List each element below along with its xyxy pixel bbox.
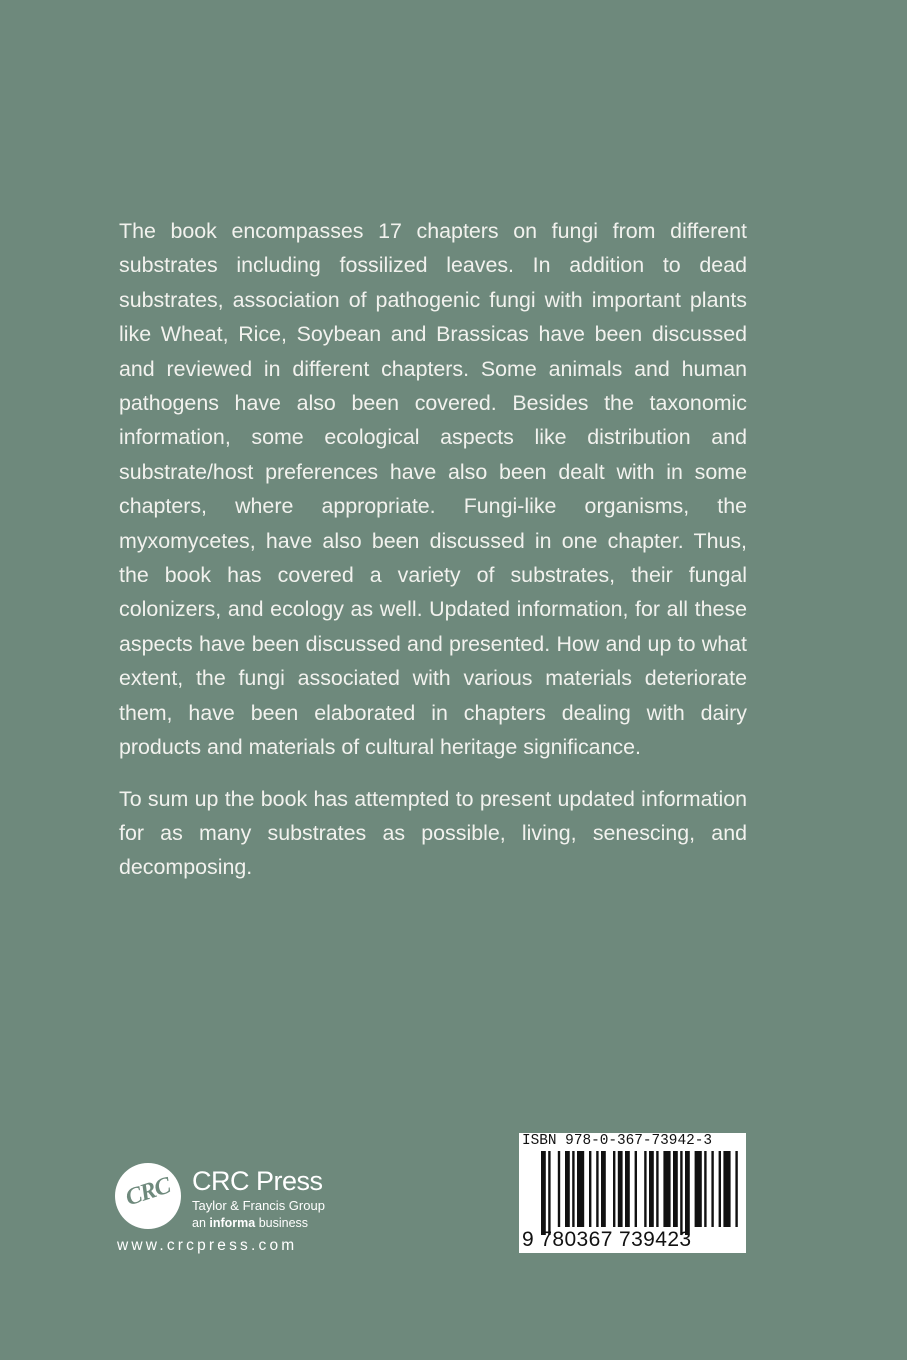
barcode-bar [663,1151,670,1227]
barcode-bar [589,1151,591,1227]
barcode-bar [613,1151,615,1227]
barcode-bar [565,1151,570,1227]
crc-logo-icon [115,1163,181,1229]
crc-logo-text: CRC [122,1172,174,1212]
publisher-tagline [192,1216,308,1230]
publisher-url: www.crcpress.com [117,1237,298,1254]
barcode-bar [685,1151,690,1235]
publisher-group: Taylor & Francis Group [192,1198,325,1213]
barcode-bar [680,1151,682,1235]
barcode-bar [635,1151,637,1227]
barcode-bar [541,1151,546,1235]
barcode-bar [596,1151,598,1227]
barcode-bar [704,1151,706,1227]
publisher-name: CRC Press [192,1166,323,1196]
barcode-bar [673,1151,678,1227]
barcode-bar [625,1151,630,1227]
barcode-bar [601,1151,606,1227]
tagline-suffix: business [255,1216,309,1230]
tagline-prefix: an [192,1216,210,1230]
barcode-bar [649,1151,654,1227]
barcode-bar [711,1151,713,1227]
isbn-barcode [519,1133,746,1253]
tagline-brand: informa [209,1216,256,1230]
barcode-bar [572,1151,574,1227]
barcode-bar [577,1151,584,1227]
isbn-label: ISBN 978-0-367-73942-3 [522,1133,712,1149]
barcode-bar [719,1151,721,1227]
barcode-bar [735,1151,737,1227]
barcode-bar [723,1151,730,1227]
barcode-bar [656,1151,658,1227]
barcode-bar [618,1151,623,1227]
publisher-block [113,1163,373,1263]
ean-digits: 9 780367 739423 [522,1228,692,1251]
barcode-bar [695,1151,702,1227]
barcode-bar [644,1151,646,1227]
blurb-paragraph-1: The book encompasses 17 chapters on fungi from different substrates including fossilized leaves. In addition to dead substrates, association of pathogenic fungi with important plants like Wheat, Rice, Soybean and Brassicas have been discussed and reviewed in different chapters. Some animals and human pathogens have also been covered. Besides the taxonomic information, some ecological aspects like distribution and substrate/host preferences have also been dealt with in some chapters, where appropriate. Fungi-like organisms, the myxomycetes, have also been discussed in one chapter. Thus, the book has covered a variety of substrates, their fungal colonizers, and ecology as well. Updated information, for all these aspects have been discussed and presented. How and up to what extent, the fungi associated with various materials deteriorate them, have been elaborated in chapters dealing with dairy products and materials of cultural heritage significance. [119,219,747,760]
barcode-bar [548,1151,550,1235]
barcode-bar [558,1151,560,1227]
back-cover-blurb [119,214,747,902]
blurb-paragraph-2: To sum up the book has attempted to present updated information for as many substrates as possible, living, senescing, and decomposing. [119,786,747,880]
